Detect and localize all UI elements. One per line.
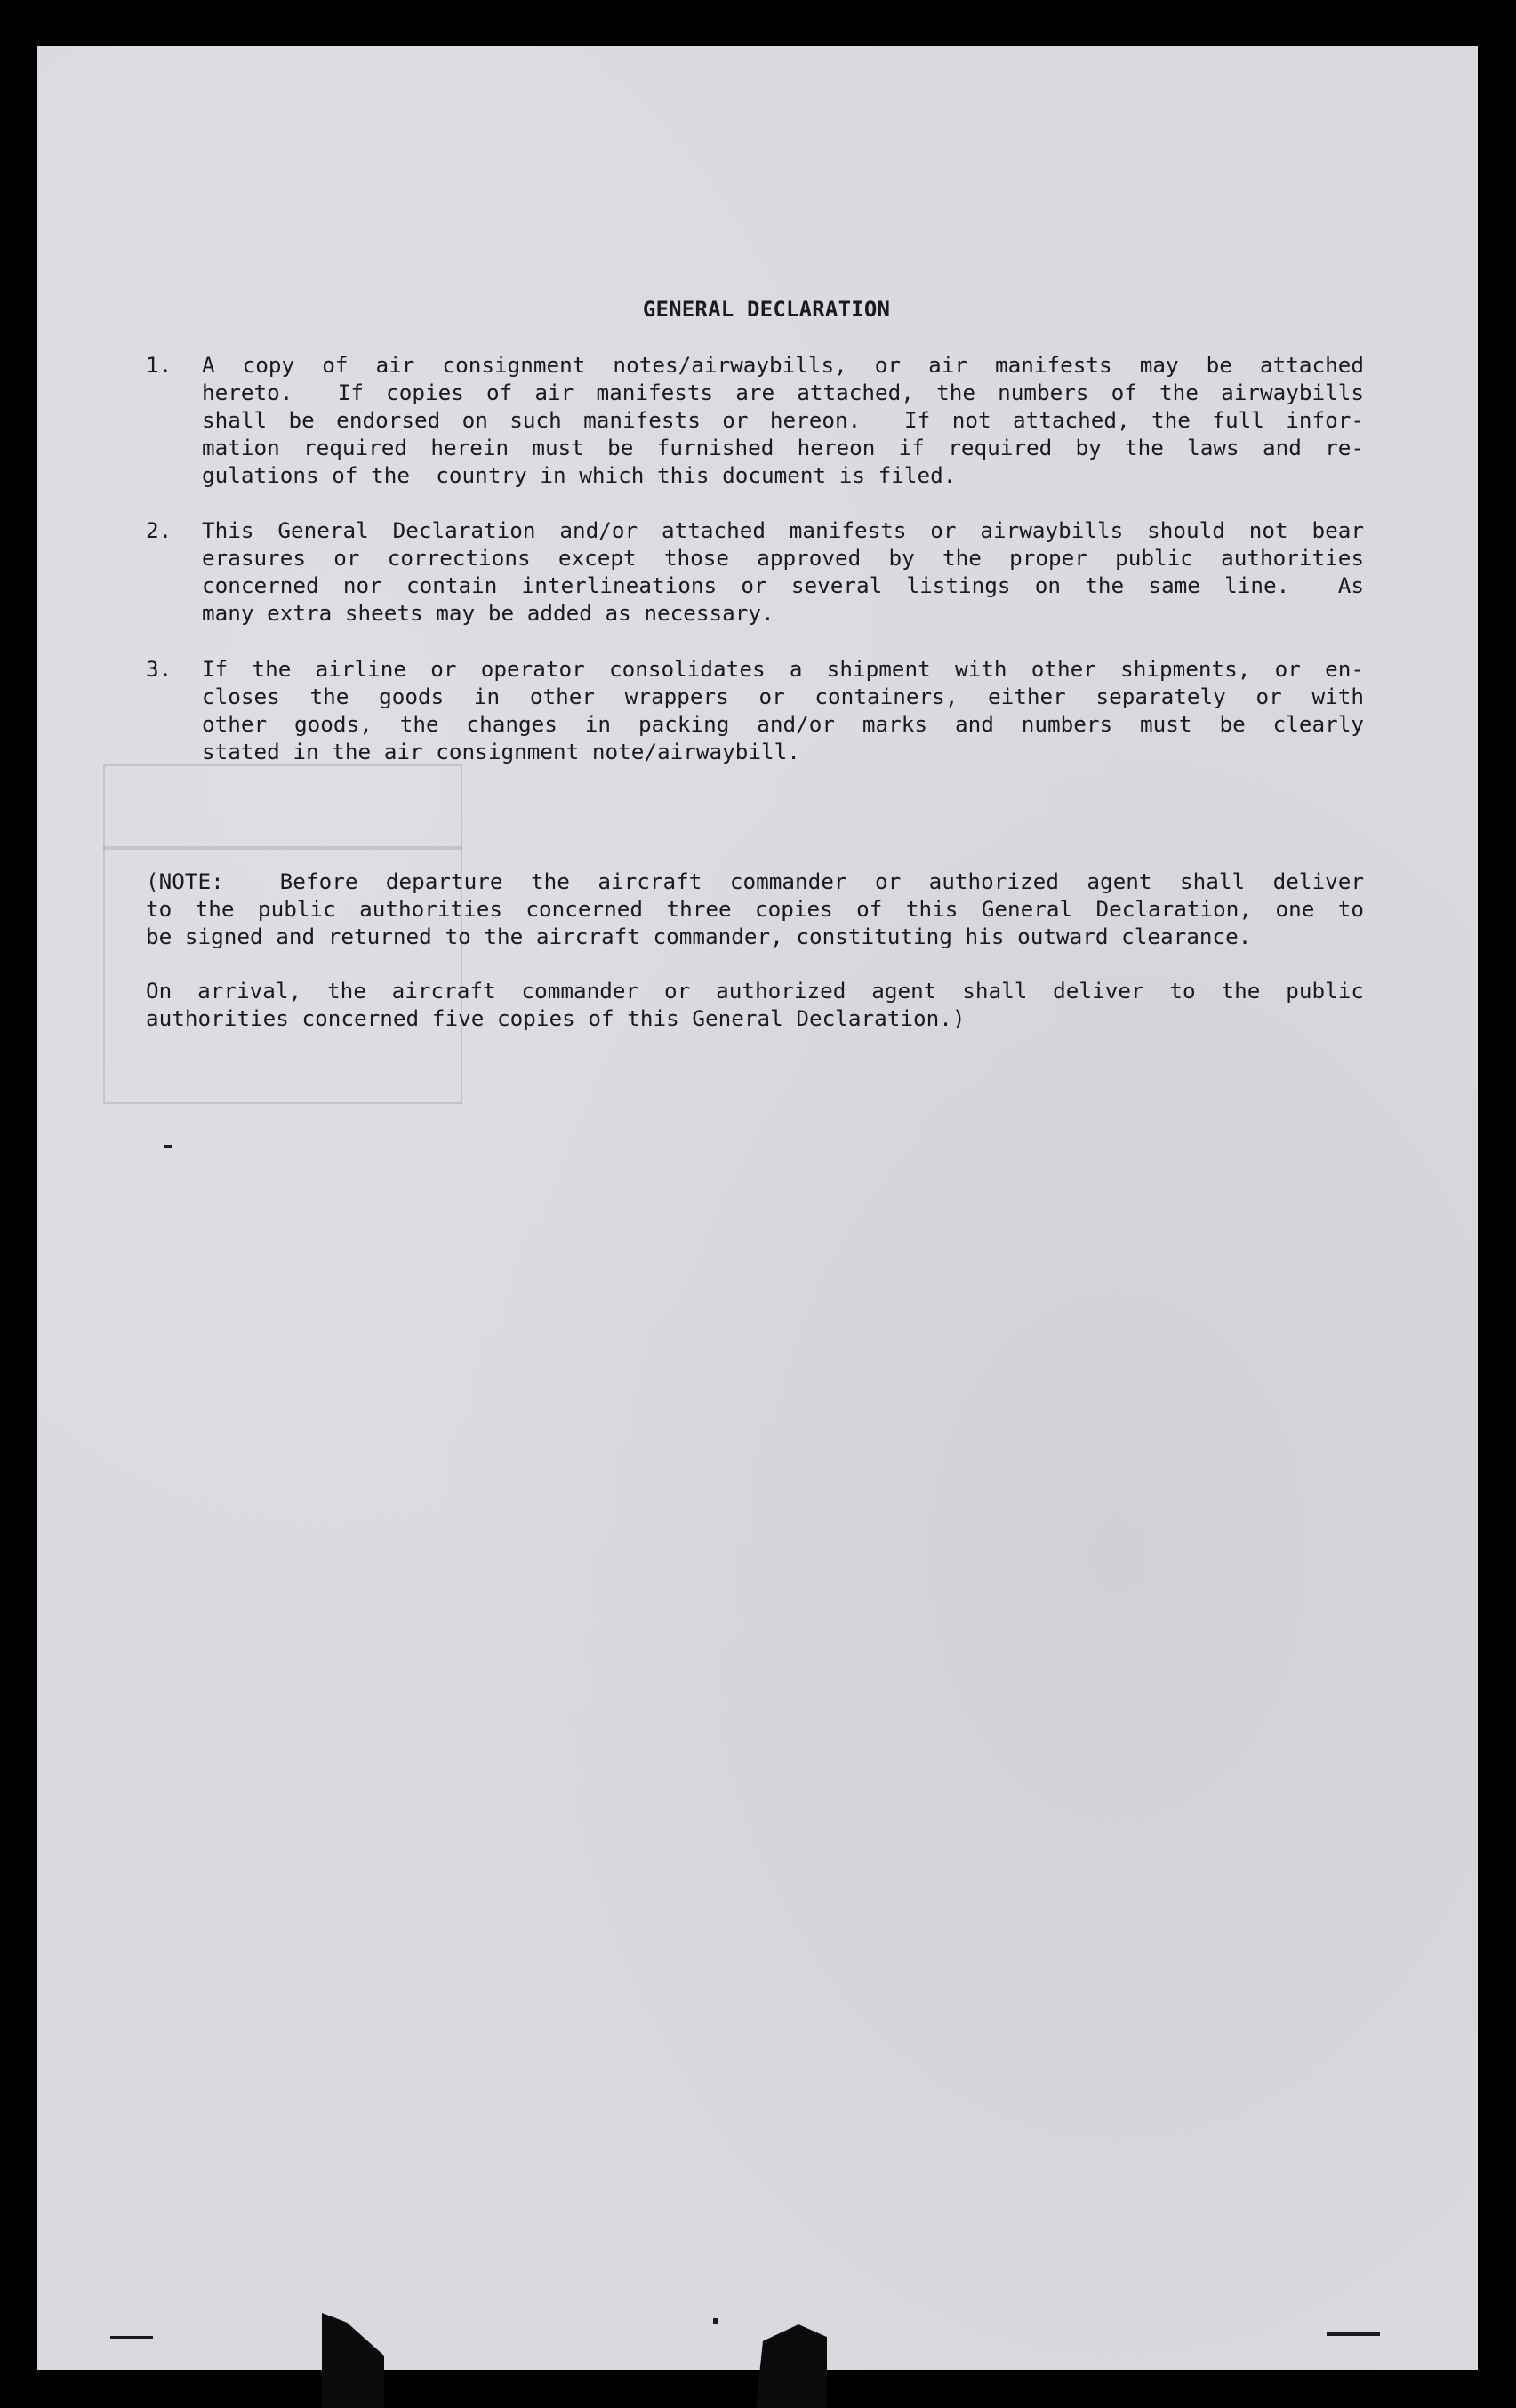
clause-number: 3. (146, 656, 172, 682)
clause-number: 1. (146, 352, 172, 378)
note-line: to the public authorities concerned three copies of this General Declaration, one to (146, 896, 1364, 922)
note-line: be signed and returned to the aircraft commander, constituting his outward clearance. (146, 924, 1252, 949)
clause-line: This General Declaration and/or attached manifests or airwaybills should not bear (202, 517, 1364, 543)
stray-mark (110, 2336, 153, 2339)
clause-text (202, 351, 1364, 489)
stray-mark (713, 2318, 718, 2324)
clause-line: A copy of air consignment notes/airwaybills, or air manifests may be attached (202, 352, 1364, 378)
clause-line: concerned nor contain interlineations or several listings on the same line. As (202, 572, 1364, 598)
note-line: On arrival, the aircraft commander or authorized agent shall deliver to the public (146, 978, 1364, 1004)
stray-mark (164, 1145, 172, 1148)
stray-mark (1327, 2332, 1380, 2336)
document-title: GENERAL DECLARATION (642, 297, 891, 322)
clause-text (202, 655, 1364, 765)
note-line: authorities concerned five copies of this General Declaration.) (146, 1005, 966, 1031)
note-line: (NOTE: Before departure the aircraft commander or authorized agent shall deliver (146, 868, 1364, 894)
clause-line: stated in the air consignment note/airwaybill. (202, 739, 800, 764)
clause-line: gulations of the country in which this document is filed. (202, 462, 957, 488)
clause-line: mation required herein must be furnished hereon if required by the laws and re- (202, 435, 1364, 460)
clause-line: closes the goods in other wrappers or containers, either separately or with (202, 684, 1364, 709)
clause-line: shall be endorsed on such manifests or hereon. If not attached, the full infor- (202, 407, 1364, 433)
note-paragraph-arrival (146, 977, 1364, 1032)
note-paragraph-departure (146, 868, 1364, 950)
document-page (37, 46, 1478, 2370)
clause-line: hereto. If copies of air manifests are attached, the numbers of the airwaybills (202, 380, 1364, 405)
bleed-through-line (103, 846, 462, 850)
clause-line: If the airline or operator consolidates a shipment with other shipments, or en- (202, 656, 1364, 682)
clause-line: erasures or corrections except those approved by the proper public authorities (202, 545, 1364, 571)
clause-number: 2. (146, 517, 172, 543)
clause-line: other goods, the changes in packing and/or marks and numbers must be clearly (202, 711, 1364, 737)
clause-line: many extra sheets may be added as necessary. (202, 600, 774, 626)
clause-text (202, 516, 1364, 627)
